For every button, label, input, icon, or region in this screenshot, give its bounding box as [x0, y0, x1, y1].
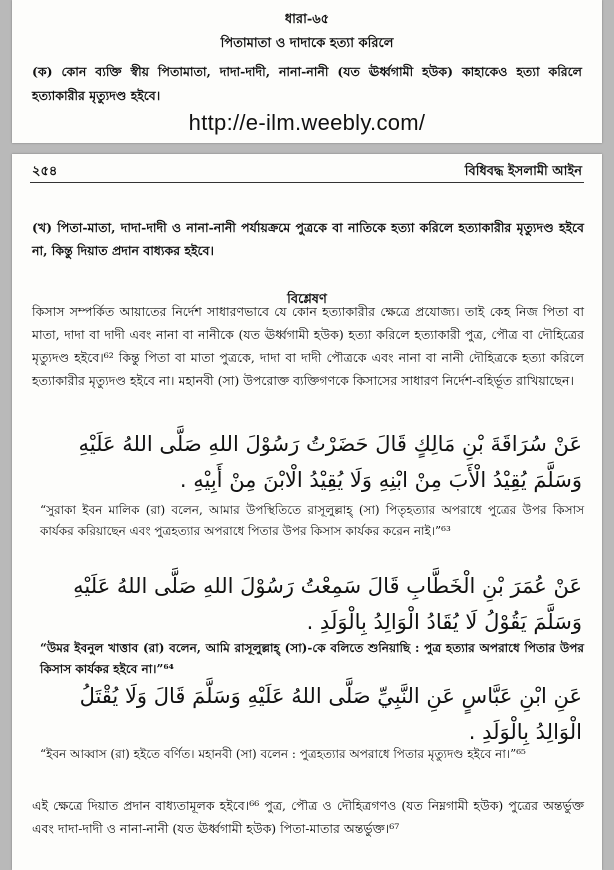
closing-paragraph: এই ক্ষেত্রে দিয়াত প্রদান বাধ্যতামূলক হইবে।⁶⁶ পুত্র, পৌত্র ও দৌহিত্রগণও (যত নিম্নগামী হউক) পুত্রের অন্তর্ভুক্ত এবং দাদা-দাদী ও নানা-নানী (যত ঊর্ধ্বগামী হউক) পিতা-মাতার অন্তর্ভুক্ত।⁶⁷ — [32, 798, 584, 836]
hadith-3-translation: “ইবন আব্বাস (রা) হইতে বর্ণিত। মহানবী (সা) বলেন : পুত্রহত্যার অপরাধে পিতার মৃত্যুদণ্ড হইবে না।”⁶⁵ — [40, 747, 526, 761]
hadith-3-arabic: عَنِ ابْنِ عَبَّاسٍ عَنِ النَّبِيِّ صَلَّى اللهُ عَلَيْهِ وَسَلَّمَ قَالَ وَلَا يُقْتَلُ الْوَالِدُ بِالْوَلَدِ . — [79, 684, 582, 744]
header-rule — [30, 182, 584, 183]
section-number: ধারা-৬৫ — [284, 12, 330, 27]
analysis-paragraph: কিসাস সম্পর্কিত আয়াতের নির্দেশ সাধারণভাবে যে কোন হত্যাকারীর ক্ষেত্রে প্রযোজ্য। তাই কেহ নিজ পিতা বা মাতা, দাদা বা দাদী এবং নানা বা নানীকে (যত ঊর্ধ্বগামী হউক) হত্যা করিলে হত্যাকারী পুত্র, পৌত্র বা দৌহিত্রের মৃত্যুদণ্ড হইবে।⁶² কিন্তু পিতা বা মাতা পুত্রকে, দাদা বা দাদী পৌত্রকে এবং নানা বা নানী দৌহিত্রকে হত্যা করিলে হত্যাকারীর মৃত্যুদণ্ড হইবে না। মহানবী (সা) উপরোক্ত ব্যক্তিগণকে কিসাসের সাধারণ নির্দেশ-বহির্ভূত রাখিয়াছেন। — [32, 304, 584, 388]
watermark-url: http://e-ilm.weebly.com/ — [188, 110, 426, 135]
clause-kha: (খ) পিতা-মাতা, দাদা-দাদী ও নানা-নানী পর্যায়ক্রমে পুত্রকে বা নাতিকে হত্যা করিলে হত্যাকারীর মৃত্যুদণ্ড হইবে না, কিন্তু দিয়াত প্রদান বাধ্যকর হইবে। — [32, 220, 584, 258]
hadith-2-translation: “উমর ইবনুল খাত্তাব (রা) বলেন, আমি রাসূলুল্লাহ্ (সা)-কে বলিতে শুনিয়াছি : পুত্র হত্যার অপরাধে পিতার উপর কিসাস কার্যকর হইবে না।”⁶⁴ — [40, 641, 584, 676]
section-title: পিতামাতা ও দাদাকে হত্যা করিলে — [220, 36, 394, 51]
running-head: বিধিবদ্ধ ইসলামী আইন — [464, 164, 582, 179]
analysis-title: বিশ্লেষণ — [287, 292, 327, 307]
previous-page-fragment — [12, 0, 602, 143]
hadith-1-translation: “সুরাকা ইবন মালিক (রা) বলেন, আমার উপস্থিতিতে রাসূলুল্লাহ্ (সা) পিতৃহত্যার অপরাধে পুত্রের উপর কিসাস কার্যকর করিয়াছেন এবং পুত্রহত্যার অপরাধে পিতার উপর কিসাস কার্যকর করেন নাই।”⁶³ — [40, 503, 584, 538]
page-number: ২৫৪ — [32, 164, 58, 179]
book-page — [12, 154, 602, 870]
hadith-2-arabic: عَنْ عُمَرَ بْنِ الْخَطَّابِ قَالَ سَمِعْتُ رَسُوْلَ اللهِ صَلَّى اللهُ عَلَيْهِ وَسَلَّمَ يَقُوْلُ لَا يُقَادُ الْوَالِدُ بِالْوَلَدِ . — [73, 574, 582, 634]
hadith-1-arabic: عَنْ سُرَاقَةَ بْنِ مَالِكٍ قَالَ حَضَرْتُ رَسُوْلَ اللهِ صَلَّى اللهُ عَلَيْهِ وَسَلَّمَ يُقِيْدُ الْأَبَ مِنْ ابْنِهِ وَلَا يُقِيْدُ الْابْنَ مِنْ أَبِيْهِ . — [78, 432, 582, 492]
clause-ka: (ক) কোন ব্যক্তি স্বীয় পিতামাতা, দাদা-দাদী, নানা-নানী (যত ঊর্ধ্বগামী হউক) কাহাকেও হত্যা করিলে হত্যাকারীর মৃত্যুদণ্ড হইবে। — [32, 64, 582, 103]
